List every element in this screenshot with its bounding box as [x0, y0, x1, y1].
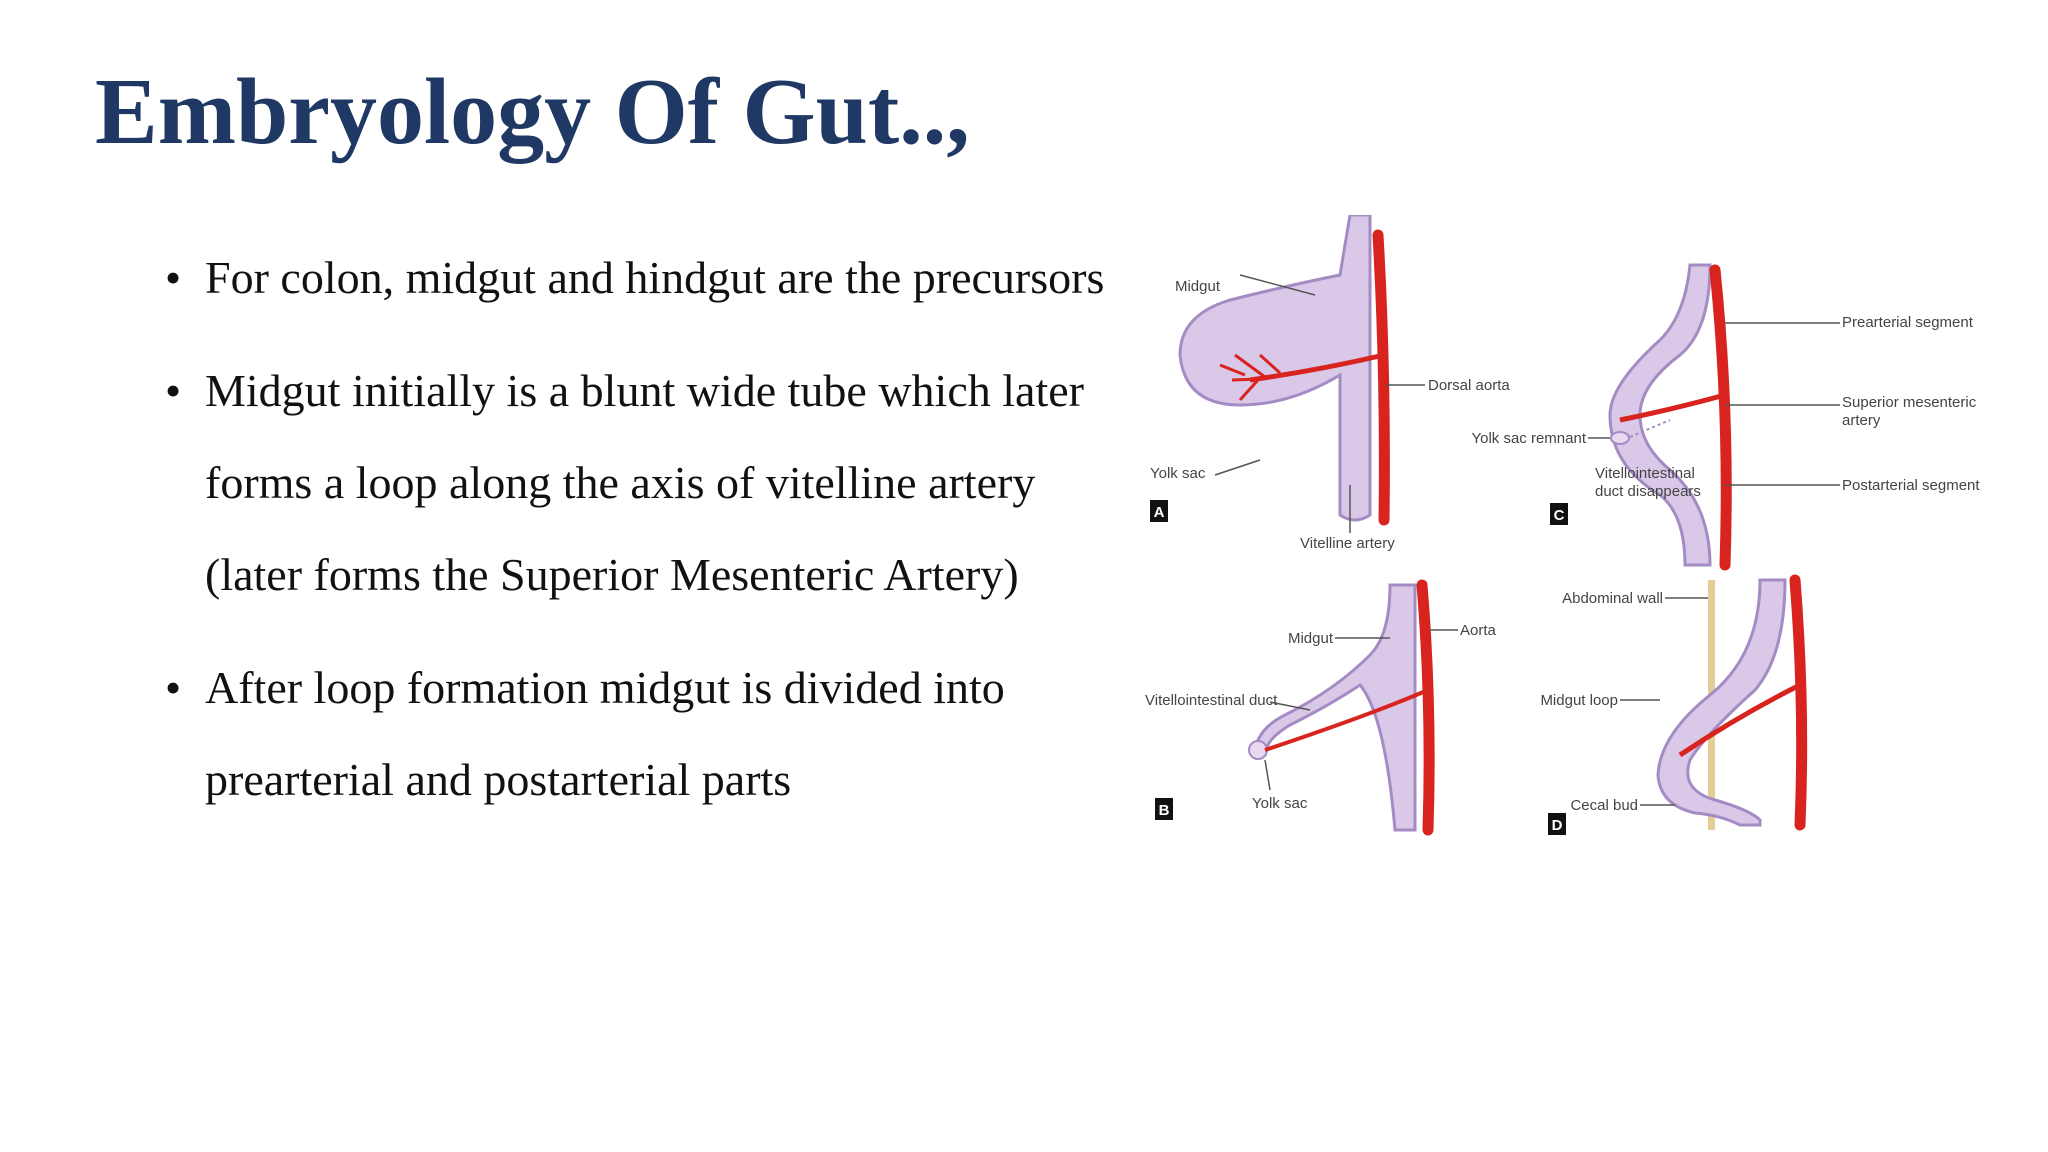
label-abdominal-wall: Abdominal wall — [1562, 590, 1663, 607]
panel-a — [1150, 215, 1510, 552]
svg-text:A: A — [1153, 504, 1165, 521]
yolk-sac-shape-b — [1249, 741, 1267, 759]
aorta-shape-b — [1422, 585, 1429, 830]
label-postarterial: Postarterial segment — [1842, 477, 1980, 494]
label-prearterial: Prearterial segment — [1842, 314, 1973, 331]
bullet-item: • For colon, midgut and hindgut are the precursors — [165, 232, 1105, 324]
label-midgut-loop: Midgut loop — [1540, 692, 1618, 709]
label-cecal-bud: Cecal bud — [1570, 797, 1638, 814]
bullet-list — [165, 232, 1105, 847]
label-midgut: Midgut — [1174, 278, 1220, 295]
midgut-loop-shape — [1610, 265, 1710, 565]
slide-title: Embryology Of Gut.., — [95, 60, 970, 164]
svg-text:B: B — [1158, 802, 1170, 819]
label-sma-line1: Superior mesenteric — [1842, 394, 1977, 411]
aorta-shape — [1715, 270, 1726, 565]
panel-tag-a — [1150, 500, 1168, 522]
label-duct-line2: duct disappears — [1595, 483, 1701, 500]
label-dorsal-aorta: Dorsal aorta — [1428, 377, 1510, 394]
bullet-item: • Midgut initially is a blunt wide tube which later forms a loop along the axis of vitelline artery (later forms the Superior Mesenteric Artery) — [165, 345, 1105, 621]
panel-tag-d — [1548, 813, 1566, 835]
dorsal-aorta-shape — [1378, 235, 1384, 520]
panel-b — [1145, 585, 1497, 830]
svg-text:C: C — [1553, 507, 1565, 524]
panel-d — [1540, 580, 1801, 835]
bullet-item: • After loop formation midgut is divided into prearterial and postarterial parts — [165, 642, 1105, 826]
label-yolk-sac: Yolk sac — [1150, 465, 1206, 482]
midgut-development-diagram — [1140, 215, 1980, 875]
label-midgut-b: Midgut — [1287, 630, 1333, 647]
aorta-shape-d — [1795, 580, 1802, 825]
panel-tag-b — [1155, 798, 1173, 820]
label-yolk-remnant: Yolk sac remnant — [1471, 430, 1586, 447]
yolk-remnant-shape — [1611, 432, 1629, 444]
label-vitelline-artery: Vitelline artery — [1300, 535, 1395, 552]
midgut-shape-b — [1255, 585, 1415, 830]
panel-c — [1471, 265, 1980, 565]
panel-tag-c — [1550, 503, 1568, 525]
label-sma-line2: artery — [1842, 412, 1881, 429]
label-yolk-sac-b: Yolk sac — [1252, 795, 1308, 812]
label-vitellointestinal-duct: Vitellointestinal duct — [1145, 692, 1278, 709]
embryology-figure — [1140, 215, 1980, 875]
label-duct-line1: Vitellointestinal — [1595, 465, 1695, 482]
label-aorta-b: Aorta — [1460, 622, 1496, 639]
svg-text:D: D — [1551, 817, 1563, 834]
